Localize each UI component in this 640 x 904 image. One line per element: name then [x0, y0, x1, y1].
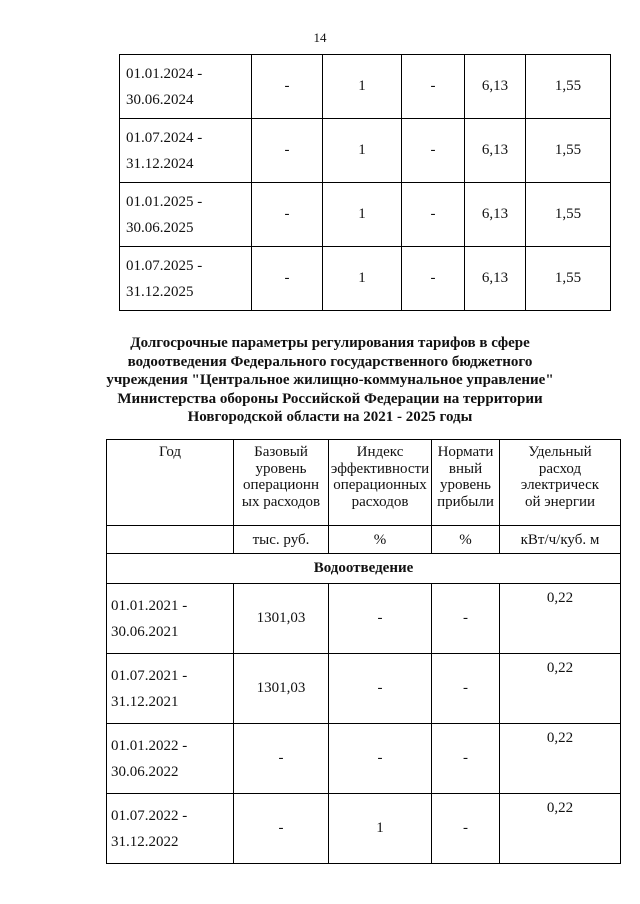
- norm-cell: -: [432, 584, 500, 654]
- table-cell: -: [402, 119, 465, 183]
- period-start: 01.01.2022 -: [111, 737, 188, 754]
- period-cell: [107, 654, 234, 724]
- unit-norm: %: [432, 526, 500, 554]
- table-row: [120, 55, 611, 119]
- norm-cell: -: [432, 724, 500, 794]
- header-base-level: Базовый уровень операционн ых расходов: [234, 440, 329, 526]
- page-number: 14: [313, 30, 327, 45]
- period-start: 01.01.2021 -: [111, 597, 188, 614]
- energy-cell: 0,22: [500, 584, 621, 654]
- energy-cell: 0,22: [500, 794, 621, 864]
- energy-cell: 0,22: [500, 654, 621, 724]
- table-cell: 1: [323, 55, 402, 119]
- norm-cell: -: [432, 654, 500, 724]
- table-cell: 6,13: [465, 247, 526, 311]
- section-title: Водоотведение: [107, 554, 621, 584]
- table-row: [107, 724, 621, 794]
- period-start: 01.01.2024 -: [126, 65, 203, 82]
- index-cell: -: [329, 654, 432, 724]
- unit-energy: кВт/ч/куб. м: [500, 526, 621, 554]
- period-end: 31.12.2025: [126, 283, 194, 300]
- base-cell: -: [234, 724, 329, 794]
- header-year: Год: [107, 440, 234, 526]
- table-row: [120, 119, 611, 183]
- table-cell: -: [252, 247, 323, 311]
- period-cell: [120, 183, 252, 247]
- table-cell: 1: [323, 119, 402, 183]
- period-end: 31.12.2022: [111, 833, 179, 850]
- period-start: 01.07.2021 -: [111, 667, 188, 684]
- period-cell: [107, 794, 234, 864]
- heading-line: учреждения "Центральное жилищно-коммунальное управление": [106, 372, 554, 388]
- period-end: 31.12.2024: [126, 155, 194, 172]
- table-cell: 6,13: [465, 55, 526, 119]
- index-cell: -: [329, 584, 432, 654]
- table-row: [107, 584, 621, 654]
- table-row: [120, 247, 611, 311]
- base-cell: 1301,03: [234, 584, 329, 654]
- period-cell: [107, 584, 234, 654]
- period-cell: [120, 119, 252, 183]
- table-row: [107, 794, 621, 864]
- period-start: 01.01.2025 -: [126, 193, 203, 210]
- table-cell: 1: [323, 247, 402, 311]
- table-cell: 1,55: [526, 119, 611, 183]
- period-end: 30.06.2024: [126, 91, 194, 108]
- header-row: [107, 440, 621, 526]
- table-cell: -: [252, 55, 323, 119]
- table-cell: -: [402, 247, 465, 311]
- table-cell: -: [402, 55, 465, 119]
- index-cell: -: [329, 724, 432, 794]
- table-cell: -: [252, 183, 323, 247]
- table-cell: 1,55: [526, 183, 611, 247]
- period-end: 31.12.2021: [111, 693, 179, 710]
- table-cell: 1: [323, 183, 402, 247]
- section-row: [107, 554, 621, 584]
- heading-line: Министерства обороны Российской Федерации на территории: [117, 390, 543, 407]
- index-cell: 1: [329, 794, 432, 864]
- table-cell: -: [252, 119, 323, 183]
- period-end: 30.06.2022: [111, 763, 179, 780]
- table-cell: 6,13: [465, 119, 526, 183]
- table-cell: 1,55: [526, 247, 611, 311]
- table-cell: 1,55: [526, 55, 611, 119]
- section-heading: [80, 334, 580, 427]
- table-cell: 6,13: [465, 183, 526, 247]
- base-cell: 1301,03: [234, 654, 329, 724]
- period-cell: [107, 724, 234, 794]
- base-cell: -: [234, 794, 329, 864]
- energy-cell: 0,22: [500, 724, 621, 794]
- period-end: 30.06.2021: [111, 623, 179, 640]
- units-row: [107, 526, 621, 554]
- period-start: 01.07.2024 -: [126, 129, 203, 146]
- unit-year: [107, 526, 234, 554]
- heading-line: Новгородской области на 2021 - 2025 годы: [187, 409, 473, 425]
- header-energy-consumption: Удельный расход электрическ ой энергии: [500, 440, 621, 526]
- tariff-parameters-table-continued: [119, 54, 611, 311]
- heading-line: водоотведения Федерального государственного бюджетного: [127, 353, 533, 370]
- period-start: 01.07.2022 -: [111, 807, 188, 824]
- period-cell: [120, 55, 252, 119]
- heading-line: Долгосрочные параметры регулирования тарифов в сфере: [130, 335, 530, 351]
- wastewater-parameters-table: [106, 439, 621, 864]
- table-row: [107, 654, 621, 724]
- table-row: [120, 183, 611, 247]
- norm-cell: -: [432, 794, 500, 864]
- header-efficiency-index: Индекс эффективности операционных расходов: [329, 440, 432, 526]
- period-cell: [120, 247, 252, 311]
- table-cell: -: [402, 183, 465, 247]
- header-profit-level: Нормати вный уровень прибыли: [432, 440, 500, 526]
- unit-base: тыс. руб.: [234, 526, 329, 554]
- unit-index: %: [329, 526, 432, 554]
- period-start: 01.07.2025 -: [126, 257, 203, 274]
- period-end: 30.06.2025: [126, 219, 194, 236]
